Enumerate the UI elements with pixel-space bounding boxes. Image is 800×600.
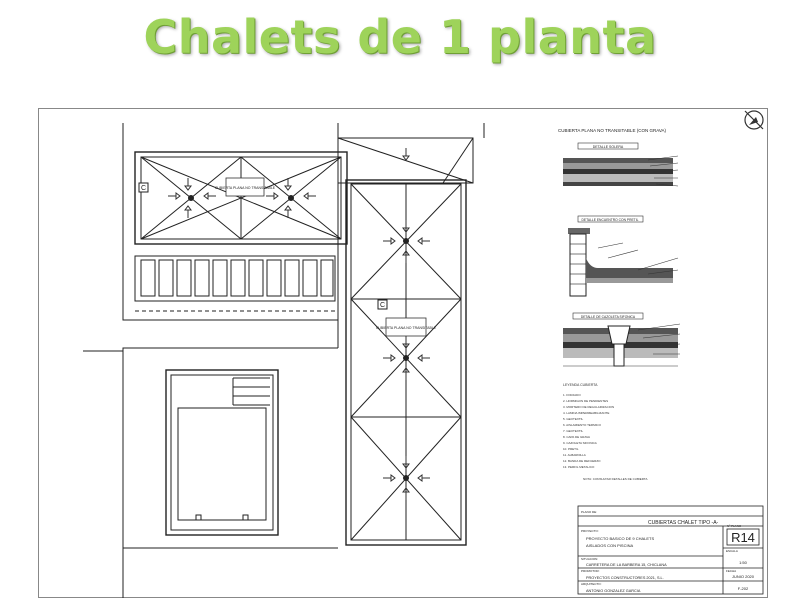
- section-marker-text: C: [140, 185, 147, 192]
- location-label: SITUACION:: [581, 557, 599, 561]
- location: CARRETERA DE LA BARBERA 15, CHICLANA: [586, 563, 667, 567]
- scale-label: ESCALA: [726, 549, 738, 553]
- project-line: AISLADOS CON PISCINA: [586, 543, 634, 548]
- legend-item: 13. PERFIL METALICO: [563, 465, 595, 469]
- slide-title: Chalets de 1 planta: [143, 10, 657, 64]
- date: JUNIO 2020: [731, 574, 755, 579]
- sheet-number: R14: [731, 530, 755, 545]
- legend-item: 1. FORJADO: [563, 393, 581, 397]
- legend-item: 4. LAMINA IMPERMEABILIZANTE: [563, 411, 610, 415]
- legend-item: 5. GEOTEXTIL: [563, 417, 584, 421]
- detail-caption: DETALLE SOLERA: [592, 145, 624, 149]
- drain-point: [188, 195, 194, 201]
- project-label: PROYECTO:: [581, 529, 599, 533]
- legend-item: 3. MORTERO DE REGULARIZACION: [563, 405, 615, 409]
- sheet-label: Nº PLANO: [727, 524, 742, 528]
- drain-point: [403, 238, 409, 244]
- room-label-text: CUBIERTA PLANA NO TRANSITABLE: [214, 186, 276, 190]
- author-label: ARQUITECTO:: [581, 582, 602, 586]
- legend-item: 12. BANDA DE REFUERZO: [563, 459, 601, 463]
- section-marker-text: C: [379, 302, 386, 309]
- plan-title: CUBIERTAS CHALET TIPO -A-: [648, 520, 719, 526]
- room-label-text: CUBIERTA PLANA NO TRANSITABLE: [375, 326, 437, 330]
- legend-item: 9. CAZOLETA SIFONICA: [563, 441, 597, 445]
- promoter-label: PROMOTOR:: [581, 569, 600, 573]
- legend-item: 10. PRETIL: [563, 447, 579, 451]
- legend-heading: LEYENDA CUBIERTA: [563, 383, 598, 387]
- section-marker-2: [378, 300, 387, 309]
- drain-point: [288, 195, 294, 201]
- scale: 1:50: [739, 560, 747, 565]
- project-line: PROYECTO BASICO DE 9 CHALETS: [586, 536, 655, 541]
- drain-point: [403, 355, 409, 361]
- details-heading: CUBIERTA PLANA NO TRANSITABLE (CON GRAVA): [558, 128, 667, 133]
- legend-note: NOTA: CONSULTAR DETALLES DE CUBIERTA: [583, 477, 648, 481]
- date-label: FECHA: [726, 569, 737, 573]
- page-code: F-202: [737, 586, 749, 591]
- drawing-sheet: [38, 108, 768, 598]
- legend-item: 2. HORMIGON DE PENDIENTES: [563, 399, 609, 403]
- legend-item: 7. GEOTEXTIL: [563, 429, 584, 433]
- detail-caption: DETALLE ENCUENTRO CON PRETIL: [581, 218, 639, 222]
- drain-point: [403, 475, 409, 481]
- legend-item: 6. AISLAMIENTO TERMICO: [563, 423, 601, 427]
- author: ANTONIO GONZALEZ GARCIA: [586, 589, 641, 593]
- plan-label: PLANO DE:: [581, 510, 598, 514]
- section-marker-1: [139, 183, 148, 192]
- promoter: PROYECTOS CONSTRUCTORES 2021, S.L.: [586, 576, 664, 580]
- legend-item: 11. ALBARDILLA: [563, 453, 586, 457]
- legend-item: 8. CAPA DE GRAVA: [563, 435, 591, 439]
- detail-caption: DETALLE DE CAZOLETA SIFONICA: [580, 315, 636, 319]
